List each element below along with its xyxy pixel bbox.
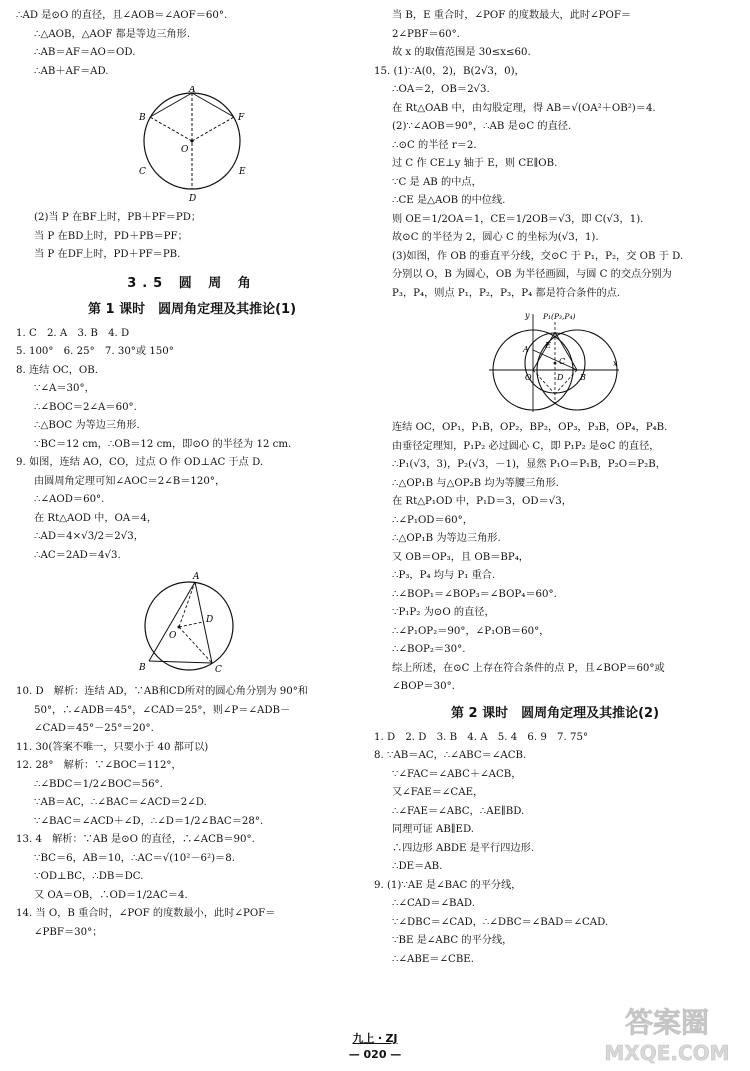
text-line: 8. 连结 OC，OB.: [16, 364, 98, 376]
text-line: 9. (1)∵AE 是∠BAC 的平分线，: [374, 879, 522, 891]
text-line: ∠PBF＝30°；: [34, 926, 103, 938]
text-line: 12. 28° 解析：∵∠BOC＝112°，: [16, 760, 182, 772]
label-c: C: [215, 665, 222, 676]
text-line: 在 Rt△P₁OD 中，P₁D＝3，OD＝√3，: [392, 496, 572, 507]
text-line: 当 P 在DF上时，PD＋PF＝PB.: [34, 249, 181, 260]
footer-series: 九上・ZJ: [352, 1032, 398, 1045]
lesson-title: 第 1 课时 圆周角定理及其推论(1): [87, 301, 297, 317]
text-line: ∴∠AOD＝60°.: [34, 494, 105, 506]
text-line: 又 OA＝OB，∴OD＝1/2AC＝4.: [34, 889, 188, 901]
label-b: B: [139, 663, 146, 674]
text-line: 故⊙C 的半径为 2，圆心 C 的坐标为(√3，1).: [392, 232, 599, 243]
text-line: (2)当 P 在BF上时，PB＋PF＝PD；: [34, 212, 202, 223]
text-line: 5. 100° 6. 25° 7. 30°或 150°: [16, 346, 174, 358]
text-line: ∴CE 是△AOB 的中位线.: [392, 195, 506, 206]
text-line: 故 x 的取值范围是 30≤x≤60.: [392, 47, 531, 58]
text-line: ∴AB＝AF＝AO＝OD.: [34, 47, 136, 58]
text-line: ∵BE 是∠ABC 的平分线，: [392, 935, 513, 947]
label-c: C: [139, 167, 146, 177]
label-a: A: [193, 572, 200, 583]
text-line: 10. D 解析：连结 AD，∵AB和CD所对的圆心角分别为 90°和: [16, 686, 309, 698]
text-line: ∴∠BDC＝1/2∠BOC＝56°.: [34, 778, 163, 790]
text-line: 8. ∵AB＝AC，∴∠ABC＝∠ACB.: [374, 750, 527, 762]
text-line: 2∠PBF＝60°.: [392, 28, 460, 40]
label-d: D: [557, 373, 564, 382]
watermark-logo: [592, 1000, 742, 1066]
watermark-bottom: MXQE.COM: [604, 1041, 730, 1065]
text-line: ∴P₁(√3，3)，P₂(√3，－1)，显然 P₁O＝P₁B，P₂O＝P₂B，: [392, 459, 666, 470]
right-column: [374, 8, 736, 970]
text-line: ∴AC＝2AD＝4√3.: [34, 549, 121, 561]
text-line: ∵AB＝AC，∴∠BAC＝∠ACD＝2∠D.: [34, 797, 207, 809]
text-line: ∵∠A＝30°，: [34, 383, 95, 395]
left-after-fig1: [16, 210, 368, 266]
circle-hexagon-figure: [117, 86, 267, 206]
text-line: ∵C 是 AB 的中点，: [392, 176, 482, 188]
text-line: ∴∠FAE＝∠ABC，∴AE∥BD.: [392, 805, 525, 817]
text-line: ∴DE＝AB.: [392, 861, 443, 873]
label-y: y: [525, 311, 530, 320]
left-block-a: [16, 326, 368, 567]
text-line: ∴P₃，P₄ 均与 P₁ 重合.: [392, 570, 496, 581]
text-line: ∴OA＝2，OB＝2√3.: [392, 84, 490, 95]
right-block-a: [374, 8, 736, 304]
label-p1: P₁(P₃,P₄): [543, 312, 576, 321]
text-line: 又 OB＝OP₃，且 OB＝BP₄，: [392, 551, 529, 563]
text-line: ∴△OP₁B 与△OP₂B 均为等腰三角形.: [392, 477, 559, 489]
label-o: O: [181, 145, 189, 155]
label-a: A: [189, 86, 196, 95]
text-line: ∴AB＋AF＝AD.: [34, 65, 109, 77]
text-line: 由圆周角定理可知∠AOC＝2∠B＝120°，: [34, 475, 226, 487]
text-line: ∴∠BOP₂＝30°.: [392, 644, 466, 655]
left-column: [16, 8, 368, 943]
text-line: 由垂径定理知，P₁P₂ 必过圆心 C，即 P₁P₂ 是⊙C 的直径，: [392, 440, 660, 452]
text-line: ∵BC＝12 cm，∴OB＝12 cm，即⊙O 的半径为 12 cm.: [34, 438, 292, 450]
label-d: D: [206, 615, 214, 626]
text-line: 9. 如图，连结 AO，CO，过点 O 作 OD⊥AC 于点 D.: [16, 457, 264, 469]
text-line: ∵OD⊥BC，∴DB＝DC.: [34, 871, 144, 883]
text-line: (2)∵∠AOB＝90°，∴AB 是⊙C 的直径.: [392, 121, 572, 132]
label-e: E: [545, 341, 551, 350]
right-block-b: [374, 420, 736, 698]
section-title: 3.5 圆 周 角: [127, 275, 257, 291]
text-line: 当 P 在BD上时，PD＋PB＝PF；: [34, 230, 188, 242]
watermark-top: 答案圈: [624, 1006, 710, 1039]
coordinate-circles-figure: [485, 308, 625, 416]
text-line: 又∠FAE＝∠CAE，: [392, 787, 484, 799]
label-b: B: [580, 373, 586, 382]
text-line: 50°，∴∠ADB＝45°，∠CAD＝25°，则∠P＝∠ADB－: [34, 704, 291, 716]
text-line: ∵P₁P₂ 为⊙O 的直径，: [392, 607, 495, 618]
text-line: 则 OE＝1/2OA＝1，CE＝1/2OB＝√3，即 C(√3，1).: [392, 213, 644, 225]
page-number: — 020 —: [348, 1048, 402, 1061]
text-line: 11. 30(答案不唯一，只要小于 40 都可以): [16, 741, 209, 753]
label-a: A: [523, 345, 529, 354]
label-o: O: [169, 631, 177, 642]
text-line: ∴△OP₁B 为等边三角形.: [392, 533, 501, 544]
text-line: ∠CAD＝45°－25°＝20°.: [34, 723, 154, 735]
text-line: ∴⊙C 的半径 r＝2.: [392, 139, 477, 151]
label-d: D: [189, 194, 197, 204]
text-line: (3)如图，作 OB 的垂直平分线，交⊙C 于 P₁，P₂，交 OB 于 D.: [392, 250, 684, 262]
label-e: E: [239, 167, 246, 177]
text-line: P₃，P₄，则点 P₁，P₂，P₃，P₄ 都是符合条件的点.: [392, 287, 621, 299]
lesson-title: 第 2 课时 圆周角定理及其推论(2): [450, 705, 660, 721]
text-line: ∵∠DBC＝∠CAD，∴∠DBC＝∠BAD＝∠CAD.: [392, 916, 609, 928]
label-f: F: [238, 113, 245, 123]
text-line: 在 Rt△AOD 中，OA＝4，: [34, 512, 158, 524]
text-line: 1. D 2. D 3. B 4. A 5. 4 6. 9 7. 75°: [374, 731, 589, 743]
left-block-b: [16, 684, 368, 943]
label-x: x: [613, 359, 618, 368]
label-c: C: [559, 357, 566, 366]
text-line: ∴∠P₁OD＝60°，: [392, 514, 473, 526]
text-line: 综上所述，在⊙C 上存在符合条件的点 P，且∠BOP＝60°或: [392, 662, 665, 674]
label-b: B: [139, 113, 146, 123]
text-line: ∵∠FAC＝∠ABC＋∠ACB，: [392, 768, 522, 780]
text-line: ∴AD 是⊙O 的直径，且∠AOB＝∠AOF＝60°.: [16, 10, 228, 21]
right-block-c: [374, 730, 736, 971]
text-line: 连结 OC，OP₁，P₁B，OP₂，BP₂，OP₃，P₃B，OP₄，P₄B.: [392, 422, 668, 433]
triangle-circle-figure: [127, 570, 257, 680]
text-line: 14. 当 O，B 重合时，∠POF 的度数最小，此时∠POF＝: [16, 908, 276, 920]
label-o: O: [525, 373, 532, 382]
text-line: 在 Rt△OAB 中，由勾股定理，得 AB＝√(OA²＋OB²)＝4.: [392, 102, 656, 114]
text-line: ∴△BOC 为等边三角形.: [34, 420, 140, 432]
text-line: 当 B，E 重合时，∠POF 的度数最大，此时∠POF＝: [392, 10, 632, 21]
text-line: ∴∠BOP₁＝∠BOP₃＝∠BOP₄＝60°.: [392, 588, 557, 600]
text-line: 同理可证 AB∥ED.: [392, 824, 475, 836]
text-line: 分别以 O，B 为圆心，OB 为半径画圆，与圆 C 的交点分别为: [392, 269, 672, 280]
text-line: ∴∠P₁OP₂＝90°，∠P₁OB＝60°，: [392, 625, 550, 637]
text-line: ∴AD＝4×√3/2＝2√3，: [34, 531, 144, 543]
text-line: ∠BOP＝30°.: [392, 681, 455, 692]
text-line: 15. (1)∵A(0，2)，B(2√3，0)，: [374, 65, 525, 77]
text-line: ∴四边形 ABDE 是平行四边形.: [392, 842, 535, 854]
text-line: 1. C 2. A 3. B 4. D: [16, 327, 130, 339]
text-line: ∴∠CAD＝∠BAD.: [392, 898, 475, 910]
text-line: 过 C 作 CE⊥y 轴于 E，则 CE∥OB.: [392, 158, 558, 169]
left-pre: [16, 8, 368, 82]
text-line: ∵∠BAC＝∠ACD＋∠D，∴∠D＝1/2∠BAC＝28°.: [34, 815, 264, 827]
text-line: ∴△AOB，△AOF 都是等边三角形.: [34, 28, 191, 40]
text-line: ∴∠ABE＝∠CBE.: [392, 953, 474, 965]
text-line: 13. 4 解析：∵AB 是⊙O 的直径，∴∠ACB＝90°.: [16, 834, 255, 846]
text-line: ∴∠BOC＝2∠A＝60°.: [34, 401, 137, 413]
text-line: ∵BC＝6，AB＝10，∴AC＝√(10²－6²)＝8.: [34, 852, 235, 864]
